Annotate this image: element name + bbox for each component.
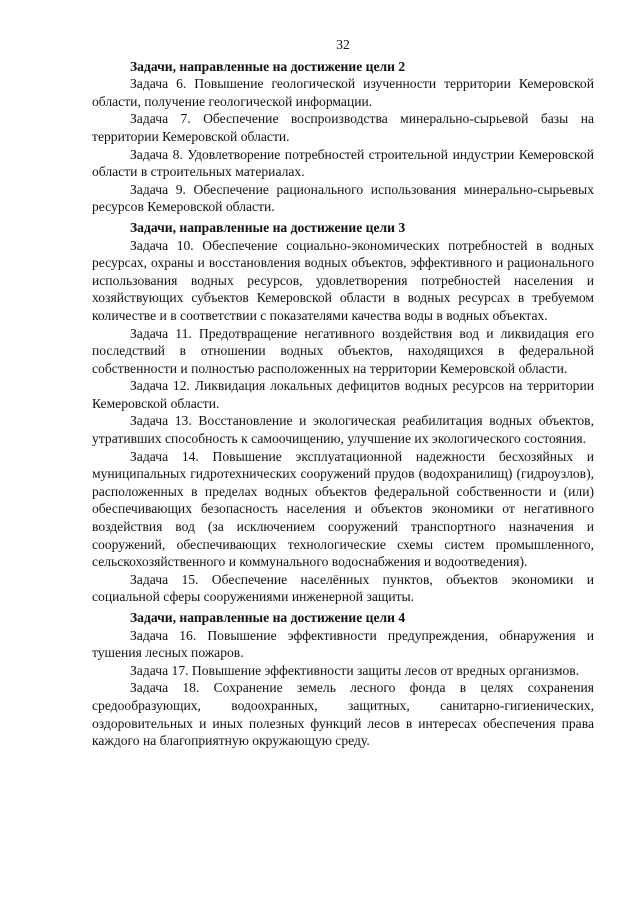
- page-number: 32: [336, 37, 350, 52]
- task-paragraph: Задача 12. Ликвидация локальных дефицитов водных ресурсов на территории Кемеровской области.: [92, 378, 594, 411]
- task-paragraph: Задача 15. Обеспечение населённых пунктов, объектов экономики и социальной сферы сооружениями инженерной защиты.: [92, 571, 594, 605]
- task-paragraph: Задача 10. Обеспечение социально-экономических потребностей в водных ресурсах, охраны и восстановления водных объектов, эффективного и рационального использования водных ресурсов, удовлетворения потребностей населения и хозяйствующих субъектов Кемеровской области в водных ресурсах в требуемом количестве и в соответствии с показателями качества воды в водных объектах.: [92, 237, 594, 323]
- task-paragraph: Задача 7. Обеспечение воспроизводства минерально-сырьевой базы на территории Кемеровской области.: [92, 111, 594, 144]
- document-page: [92, 36, 594, 750]
- section-goal-4: [92, 609, 594, 750]
- task-paragraph: Задача 8. Удовлетворение потребностей строительной индустрии Кемеровской области в строительных материалах.: [92, 146, 594, 180]
- task-paragraph: Задача 6. Повышение геологической изученности территории Кемеровской области, получение геологической информации.: [92, 76, 594, 109]
- section-title: Задачи, направленные на достижение цели 2: [130, 58, 406, 74]
- section-title: Задачи, направленные на достижение цели 3: [130, 219, 406, 235]
- task-paragraph: Задача 16. Повышение эффективности предупреждения, обнаружения и тушения лесных пожаров.: [92, 627, 594, 661]
- task-paragraph: Задача 18. Сохранение земель лесного фонда в целях сохранения средообразующих, водоохранных, защитных, санитарно-гигиенических, оздоровительных и иных полезных функций лесов в интересах обеспечения права каждого на благоприятную окружающую среду.: [92, 680, 594, 749]
- task-paragraph: Задача 13. Восстановление и экологическая реабилитация водных объектов, утративших способность к самоочищению, улучшение их экологического состояния.: [92, 413, 594, 447]
- section-title: Задачи, направленные на достижение цели 4: [130, 610, 406, 625]
- section-goal-3: [92, 219, 594, 606]
- section-goal-2: [92, 58, 594, 216]
- task-paragraph: Задача 11. Предотвращение негативного воздействия вод и ликвидация его последствий в отношении водных объектов, находящихся в федеральной собственности и полностью расположенных на территории Кемеровской области.: [92, 325, 594, 376]
- task-paragraph: Задача 17. Повышение эффективности защиты лесов от вредных организмов.: [130, 662, 580, 678]
- task-paragraph: Задача 14. Повышение эксплуатационной надежности бесхозяйных и муниципальных гидротехнических сооружений прудов (водохранилищ) (гидроузлов), расположенных в пределах водных объектов федеральной собственности и (или) обеспечивающих безопасность населения и объектов экономики от негативного воздействия вод (за исключением сооружений транспортного назначения и сооружений, обеспечивающих технологические схемы систем промышленного, сельскохозяйственного и коммунального водоснабжения и водоотведения).: [92, 448, 594, 570]
- task-paragraph: Задача 9. Обеспечение рационального использования минерально-сырьевых ресурсов Кемеровской области.: [92, 181, 594, 215]
